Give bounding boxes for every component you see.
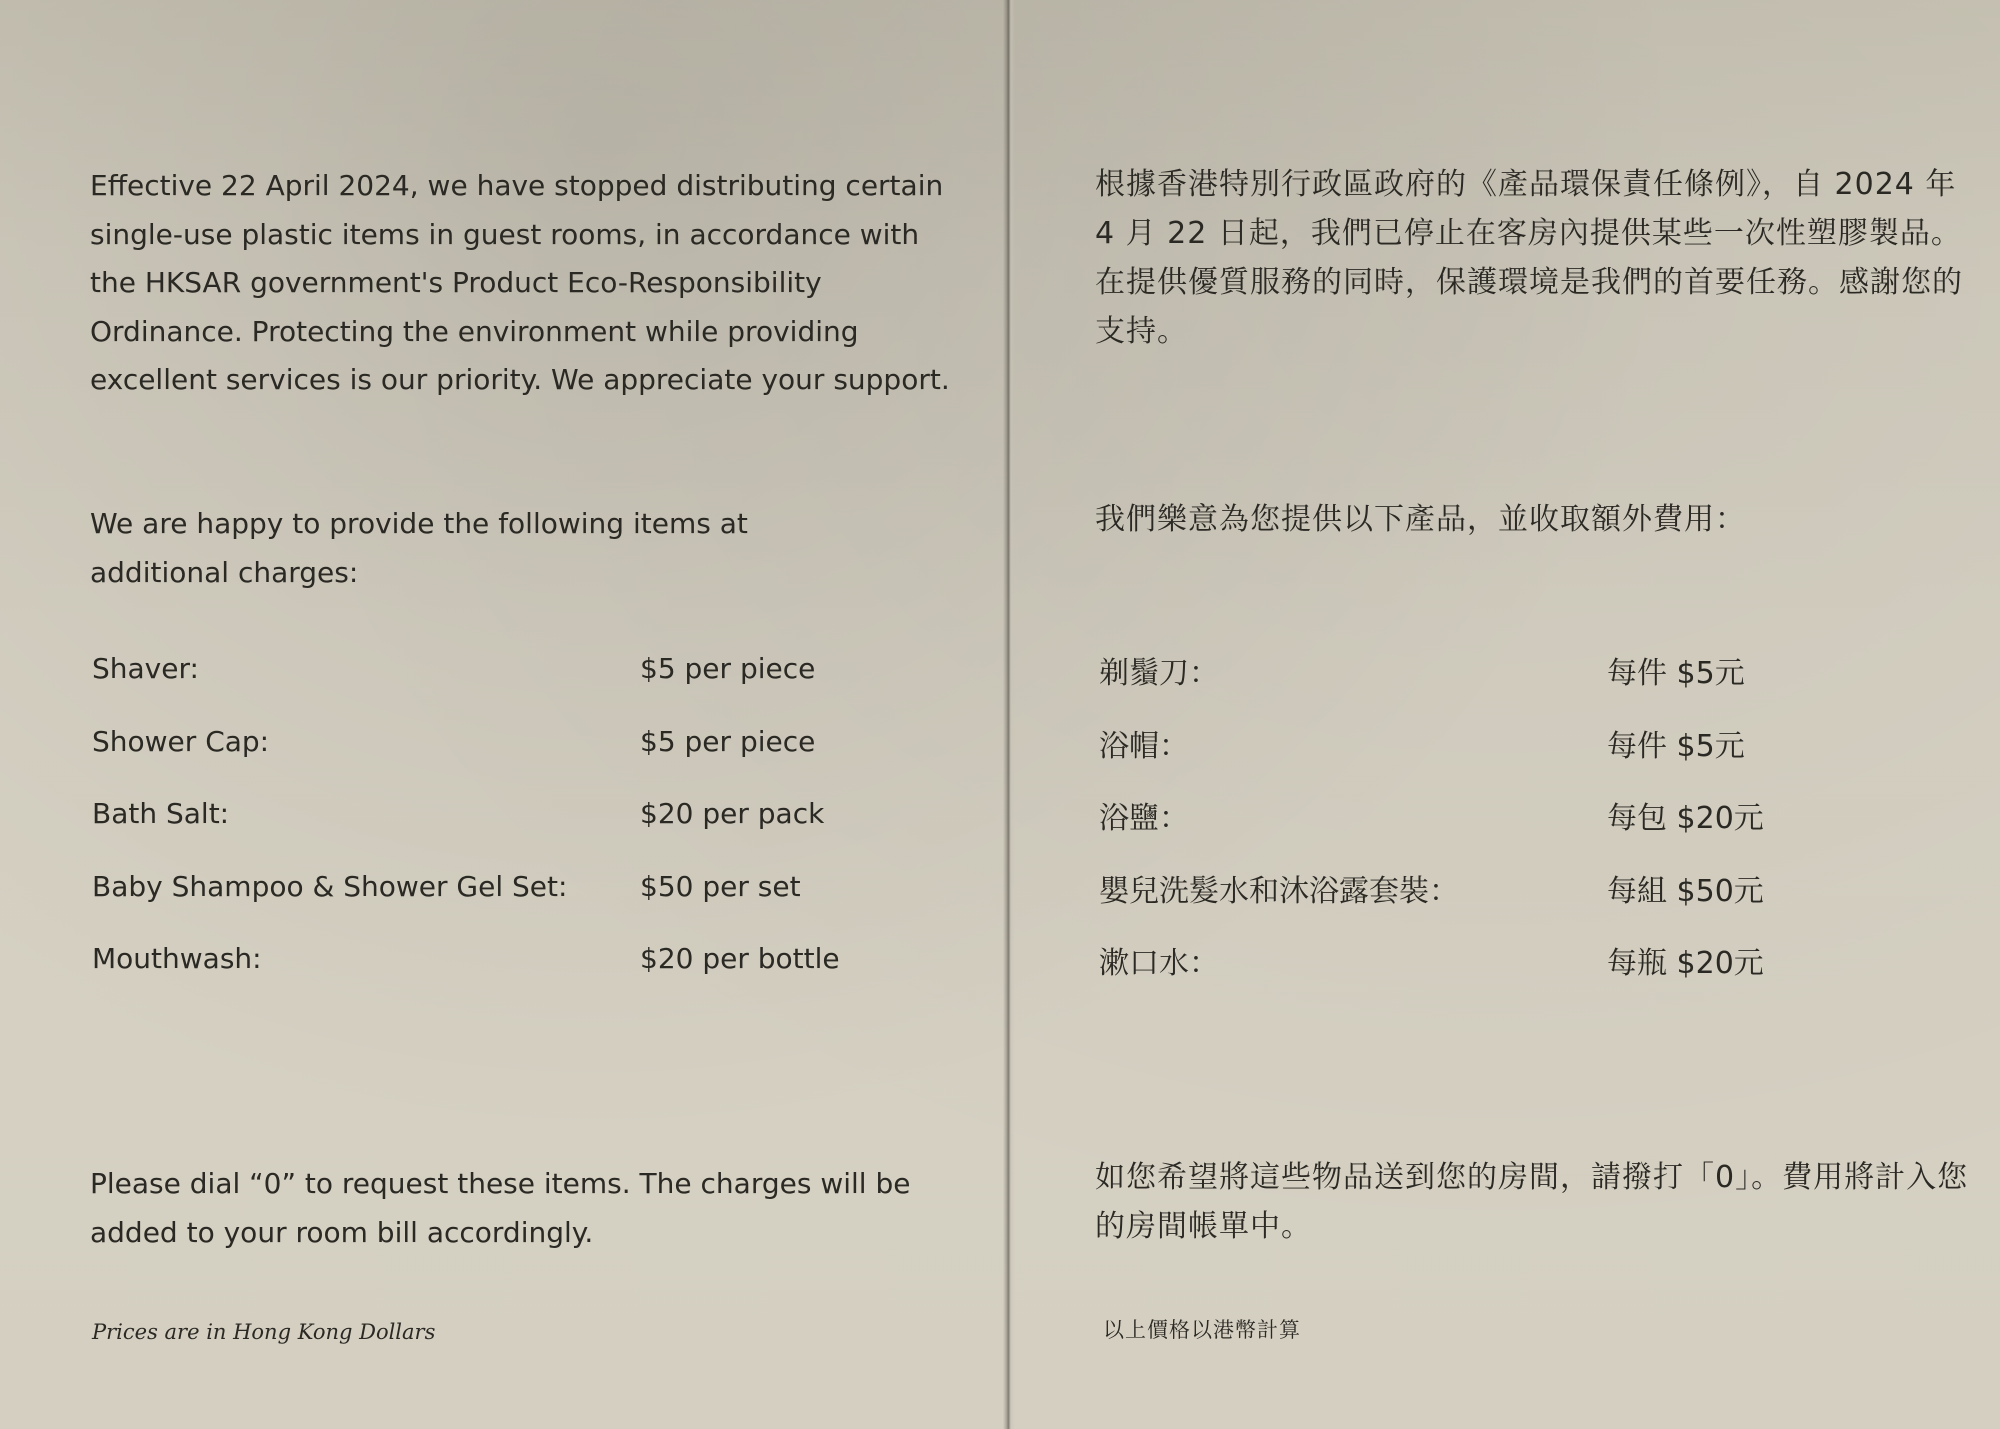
item-name: Baby Shampoo & Shower Gel Set:: [92, 869, 568, 903]
item-price: $20 per bottle: [640, 942, 840, 975]
item-name: Shower Cap:: [92, 724, 270, 758]
item-price: $20 per pack: [640, 797, 825, 830]
item-price: $50 per set: [640, 869, 801, 903]
item-name: 嬰兒洗髮水和沐浴露套裝：: [1099, 873, 1459, 909]
request-paragraph: 如您希望將這些物品送到您的房間，請撥打「0」。費用將計入您的房間帳單中。: [1095, 1160, 1969, 1244]
item-name: Bath Salt:: [92, 797, 230, 830]
item-name: Shaver:: [92, 652, 199, 685]
offer-paragraph: 我們樂意為您提供以下產品，並收取額外費用：: [1095, 502, 1746, 537]
item-name: 浴帽：: [1099, 728, 1189, 764]
currency-footnote: Prices are in Hong Kong Dollars: [92, 1320, 436, 1344]
item-price: 每件 $5元: [1607, 728, 1745, 764]
item-price: 每包 $20元: [1607, 801, 1764, 836]
intro-paragraph: 根據香港特別行政區政府的《產品環保責任條例》，自 2024 年 4 月 22 日起，我們已停止在客房內提供某些一次性塑膠製品。在提供優質服務的同時，保護環境是我們的首要任務。感謝您的支持。: [1095, 167, 1963, 349]
item-price: 每件 $5元: [1607, 656, 1745, 691]
item-name: Mouthwash:: [92, 942, 262, 975]
request-paragraph: Please dial “0” to request these items. The charges will be added to your room bill accordingly.: [90, 1167, 911, 1249]
item-name: 漱口水：: [1099, 946, 1219, 981]
item-name: 浴鹽：: [1099, 801, 1189, 836]
item-price: $5 per piece: [640, 652, 816, 685]
item-price: 每瓶 $20元: [1607, 946, 1764, 981]
chinese-page: [1015, 0, 2000, 1429]
card-fold: [1003, 0, 1015, 1429]
currency-footnote: 以上價格以港幣計算: [1103, 1318, 1301, 1342]
item-price: $5 per piece: [640, 724, 816, 758]
item-name: 剃鬚刀：: [1099, 656, 1219, 691]
intro-paragraph: Effective 22 April 2024, we have stopped distributing certain single-use plastic items in guest rooms, in accordance with the HKSAR government's Product Eco-Responsibility Ordinance. Protecting the environment while providing excellent services is our priority. We appreciate your support.: [90, 169, 950, 396]
item-price: 每組 $50元: [1607, 873, 1764, 909]
offer-paragraph: We are happy to provide the following items at additional charges:: [90, 507, 748, 589]
